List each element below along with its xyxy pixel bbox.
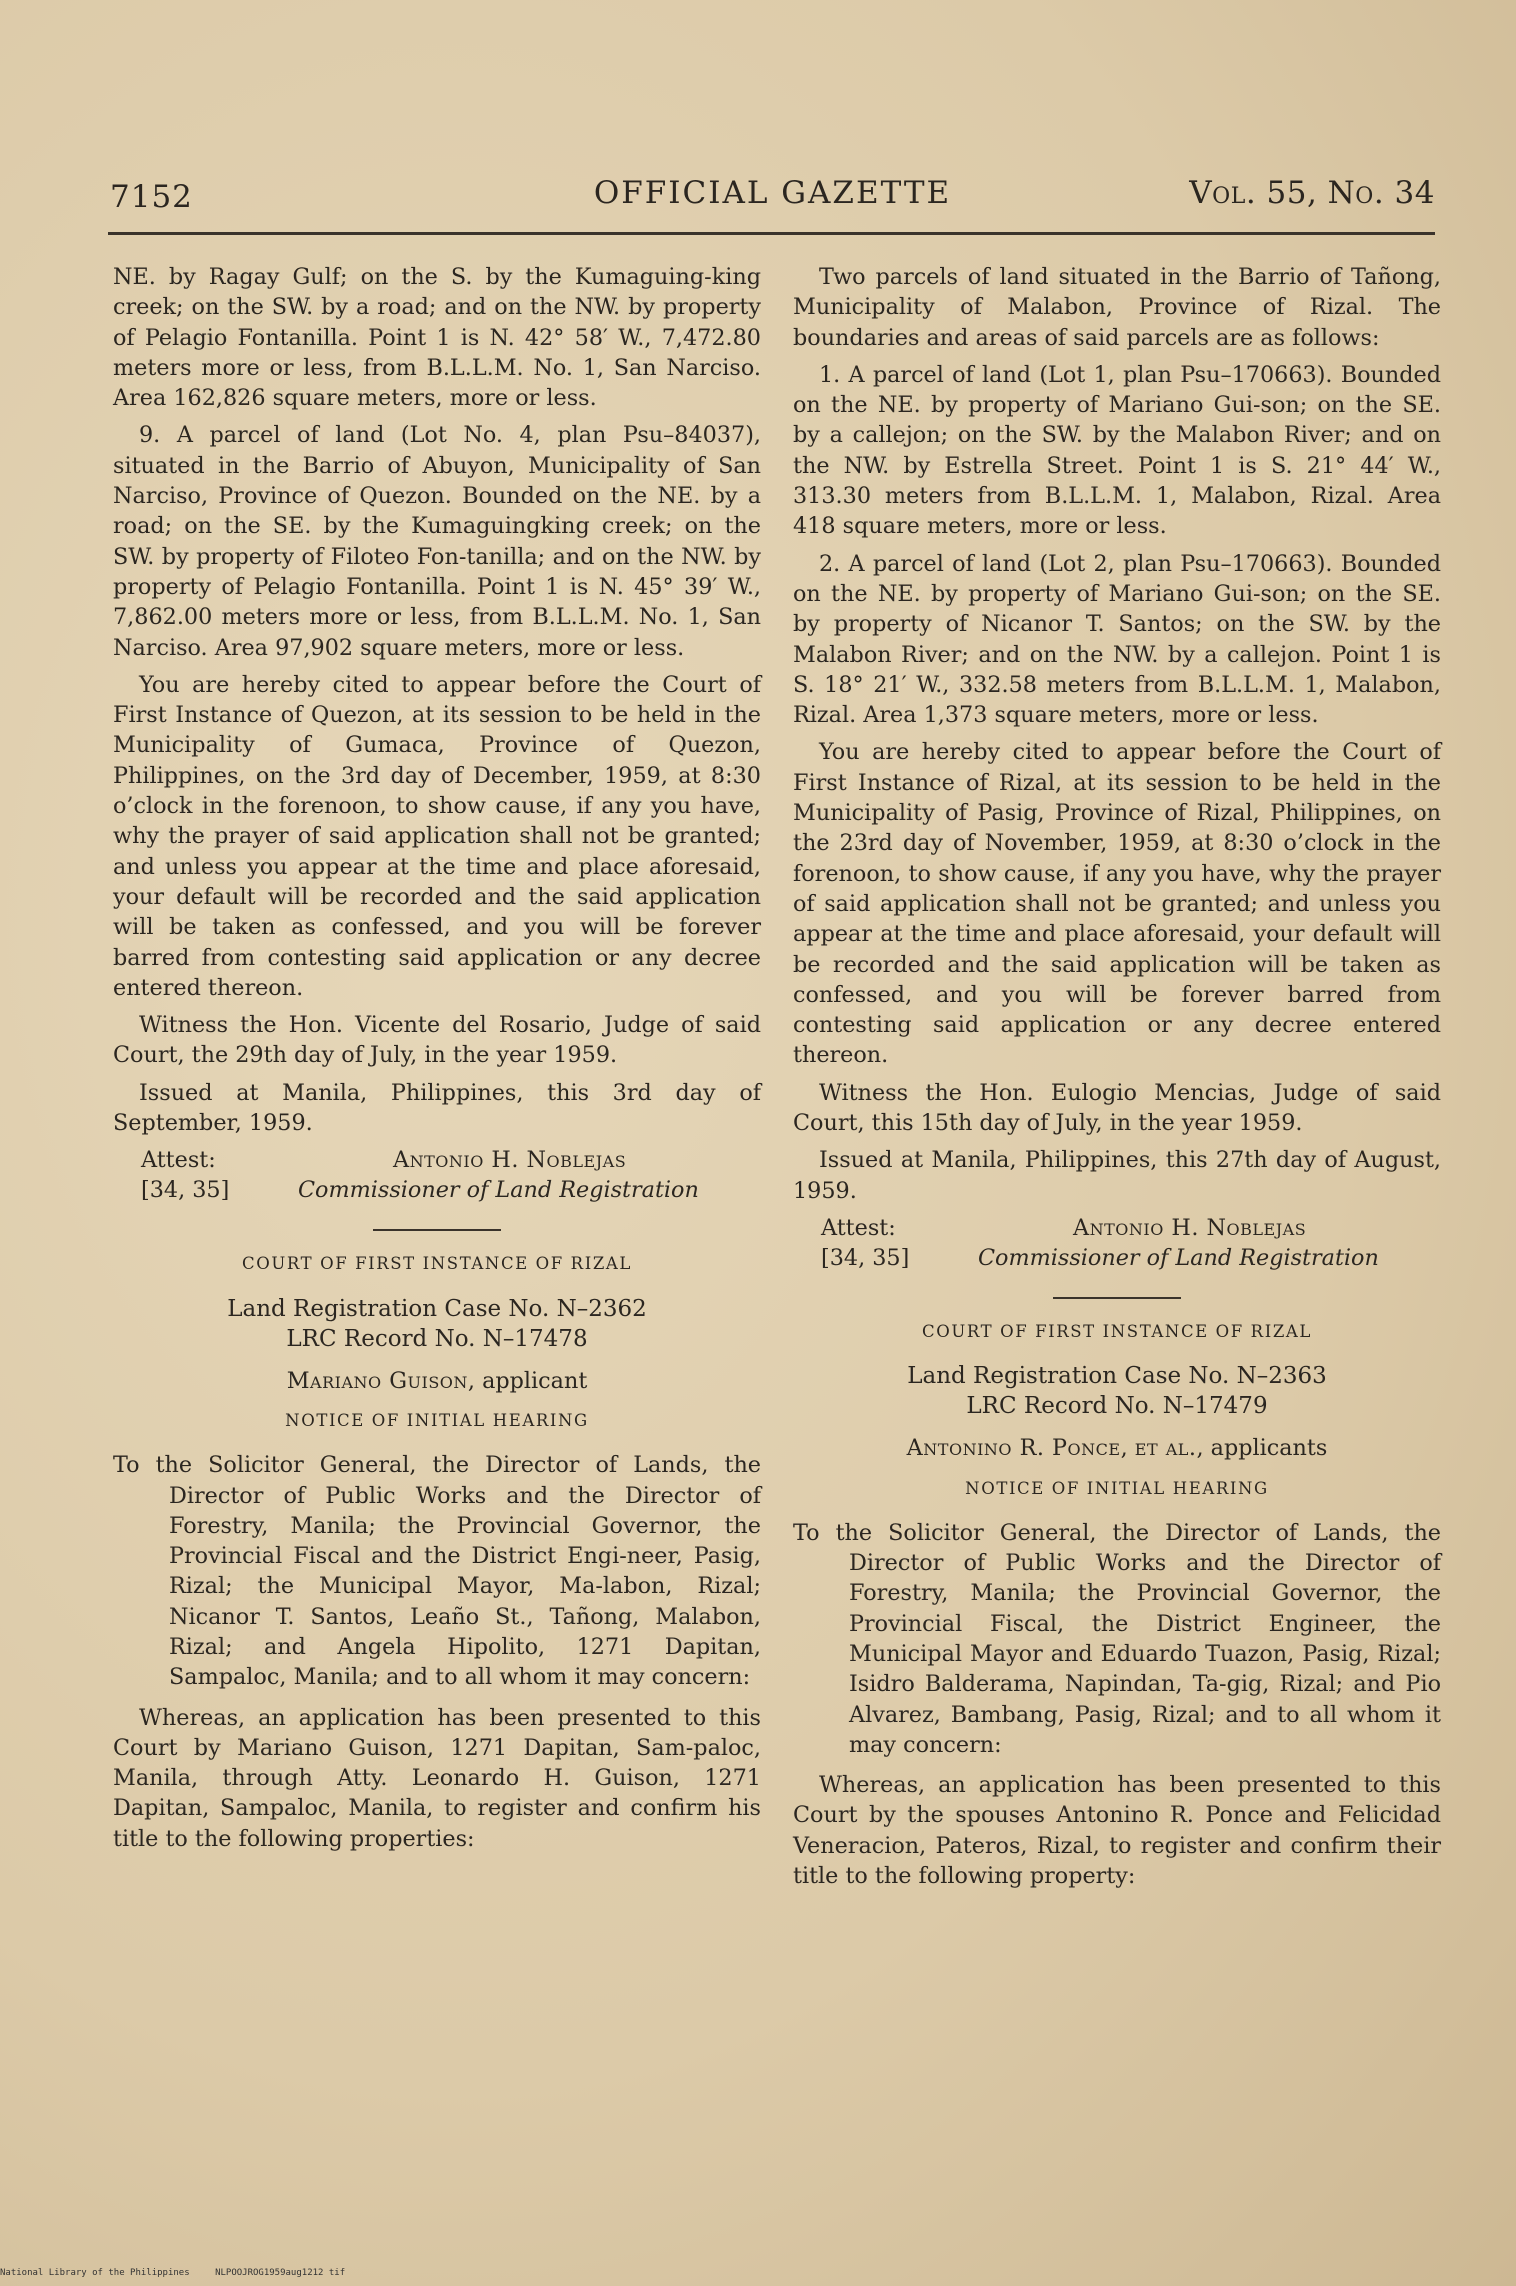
paragraph: NE. by Ragay Gulf; on the S. by the Kumaguing-king creek; on the SW. by a road; and on the NW. by property of Pelagio Fontanilla. Point 1 is N. 42° 58′ W., 7,472.80 meters more or less, from B.L.L.M. No. 1, San Narciso. Area 162,826 square meters, more or less. [113,264,761,412]
addressee-paragraph: To the Solicitor General, the Director of Lands, the Director of Public Works and the Director of Forestry, Manila; the Provincial Governor, the Provincial Fiscal and the District Engi-neer, Pasig, Rizal; the Municipal Mayor, Ma-labon, Rizal; Nicanor T. Santos, Leaño St., Tañong, Malabon, Rizal; and Angela Hipolito, 1271 Dapitan, Sampaloc, Manila; and to all whom it may concern: [113,1452,761,1691]
left-column [113,262,761,1861]
library-credit: National Library of the Philippines [0,2268,190,2278]
publication-title: OFFICIAL GAZETTE [593,175,952,211]
attest-label: Attest: [141,1147,216,1174]
paragraph: You are hereby cited to appear before the Court of First Instance of Quezon, at its session to be held in the Municipality of Gumaca, Province of Quezon, Philippines, on the 3rd day of December, 1959, at 8:30 o’clock in the forenoon, to show cause, if any you have, why the prayer of said application shall not be granted; and unless you appear at the time and place aforesaid, your default will be recorded and the said application will be taken as confessed, and you will be forever barred from contesting said application or any decree entered thereon. [113,671,761,1001]
attest-label: Attest: [821,1214,896,1241]
applicant-et-al: et al. [1134,1435,1197,1462]
paragraph: Issued at Manila, Philippines, this 3rd day of September, 1959. [113,1079,761,1137]
header-rule [108,232,1435,235]
paragraph: Witness the Hon. Eulogio Mencias, Judge of said Court, this 15th day of July, in the year 1959. [793,1079,1441,1137]
volume-number: Vol. 55, No. 34 [1189,175,1435,211]
case-number: Land Registration Case No. N–2363 [907,1363,1327,1390]
applicant-name: Mariano Guison [286,1367,468,1394]
applicant-line [113,1366,761,1396]
paragraph: You are hereby cited to appear before the Court of First Instance of Rizal, at its session to be held in the Municipality of Pasig, Province of Rizal, Philippines, on the 23rd day of November, 1959, at 8:30 o’clock in the forenoon, to show cause, if any you have, why the prayer of said application shall not be granted; and unless you appear at the time and place aforesaid, your default will be recorded and the said application will be taken as confessed, and you will be forever barred from contesting said application or any decree entered thereon. [793,739,1441,1069]
court-heading: COURT OF FIRST INSTANCE OF RIZAL [922,1321,1312,1341]
paragraph: Issued at Manila, Philippines, this 27th day of August, 1959. [793,1147,1441,1204]
attest-block [113,1145,761,1207]
notice-heading: NOTICE OF INITIAL HEARING [965,1478,1269,1498]
case-numbers [793,1361,1441,1421]
paragraph: 2. A parcel of land (Lot 2, plan Psu–170663). Bounded on the NE. by property of Mariano Gui-son; on the SE. by property of Nicanor T. Santos; on the SW. by the Malabon River; and on the NW. by a callejon. Point 1 is S. 18° 21′ W., 332.58 meters from B.L.L.M. 1, Malabon, Rizal. Area 1,373 square meters, more or less. [793,550,1441,729]
whereas-paragraph: Whereas, an application has been presented to this Court by the spouses Antonino R. Ponce and Felicidad Veneracion, Pateros, Rizal, to register and confirm their title to the following property: [793,1772,1441,1890]
applicant-name: Antonino R. Ponce [906,1435,1121,1462]
paragraph: 1. A parcel of land (Lot 1, plan Psu–170663). Bounded on the NE. by property of Mariano Gui-son; on the SE. by a callejon; on the SW. by the Malabon River; and on the NW. by Estrella Street. Point 1 is S. 21° 44′ W., 313.30 meters from B.L.L.M. 1, Malabon, Rizal. Area 418 square meters, more or less. [793,361,1441,540]
addressee-paragraph: To the Solicitor General, the Director of Lands, the Director of Public Works and the Director of Forestry, Manila; the Provincial Governor, the Provincial Fiscal, the District Engineer, the Municipal Mayor and Eduardo Tuazon, Pasig, Rizal; Isidro Balderama, Napindan, Ta-gig, Rizal; and Pio Alvarez, Bambang, Pasig, Rizal; and to all whom it may concern: [793,1519,1441,1758]
lrc-record: LRC Record No. N–17479 [966,1393,1268,1420]
applicant-line: Antonino R. Ponce, et al., applicants [906,1435,1328,1462]
paragraph: Two parcels of land situated in the Barrio of Tañong, Municipality of Malabon, Province of Rizal. The boundaries and areas of said parcels are as follows: [793,264,1441,351]
applicant-suffix: , applicant [467,1367,588,1394]
case-number: Land Registration Case No. N–2362 [227,1295,647,1322]
whereas-paragraph: Whereas, an application has been presented to this Court by Mariano Guison, 1271 Dapitan, Sam-paloc, Manila, through Atty. Leonardo H. Guison, 1271 Dapitan, Sampaloc, Manila, to register and confirm his title to the following properties: [113,1704,761,1852]
applicant-suffix: , applicants [1196,1435,1328,1462]
attest-reference: [34, 35] [821,1244,910,1271]
attest-title: Commissioner of Land Registration [978,1244,1379,1271]
attest-title: Commissioner of Land Registration [298,1177,699,1204]
lrc-record: LRC Record No. N–17478 [286,1325,588,1352]
section-divider [1053,1297,1181,1299]
attest-block [793,1213,1441,1275]
paragraph: 9. A parcel of land (Lot No. 4, plan Psu–84037), situated in the Barrio of Abuyon, Municipality of San Narciso, Province of Quezon. Bounded on the NE. by a road; on the SE. by the Kumaguingking creek; on the SW. by property of Filoteo Fon-tanilla; and on the NW. by property of Pelagio Fontanilla. Point 1 is N. 45° 39′ W., 7,862.00 meters more or less, from B.L.L.M. No. 1, San Narciso. Area 97,902 square meters, more or less. [113,422,761,661]
case-numbers [113,1294,761,1354]
running-head [110,175,1435,225]
right-column [793,262,1441,1898]
attest-reference: [34, 35] [141,1177,230,1204]
section-divider [373,1229,501,1231]
court-heading: COURT OF FIRST INSTANCE OF RIZAL [242,1254,632,1274]
notice-heading: NOTICE OF INITIAL HEARING [285,1410,589,1430]
scan-footer [0,2268,365,2278]
scan-filename: NLPOOJROG1959aug1212 tif [215,2268,346,2278]
attest-name: Antonio H. Noblejas [393,1147,627,1174]
page-number: 7152 [110,179,193,215]
paragraph: Witness the Hon. Vicente del Rosario, Judge of said Court, the 29th day of July, in the year 1959. [113,1012,761,1069]
attest-name: Antonio H. Noblejas [1073,1214,1307,1241]
